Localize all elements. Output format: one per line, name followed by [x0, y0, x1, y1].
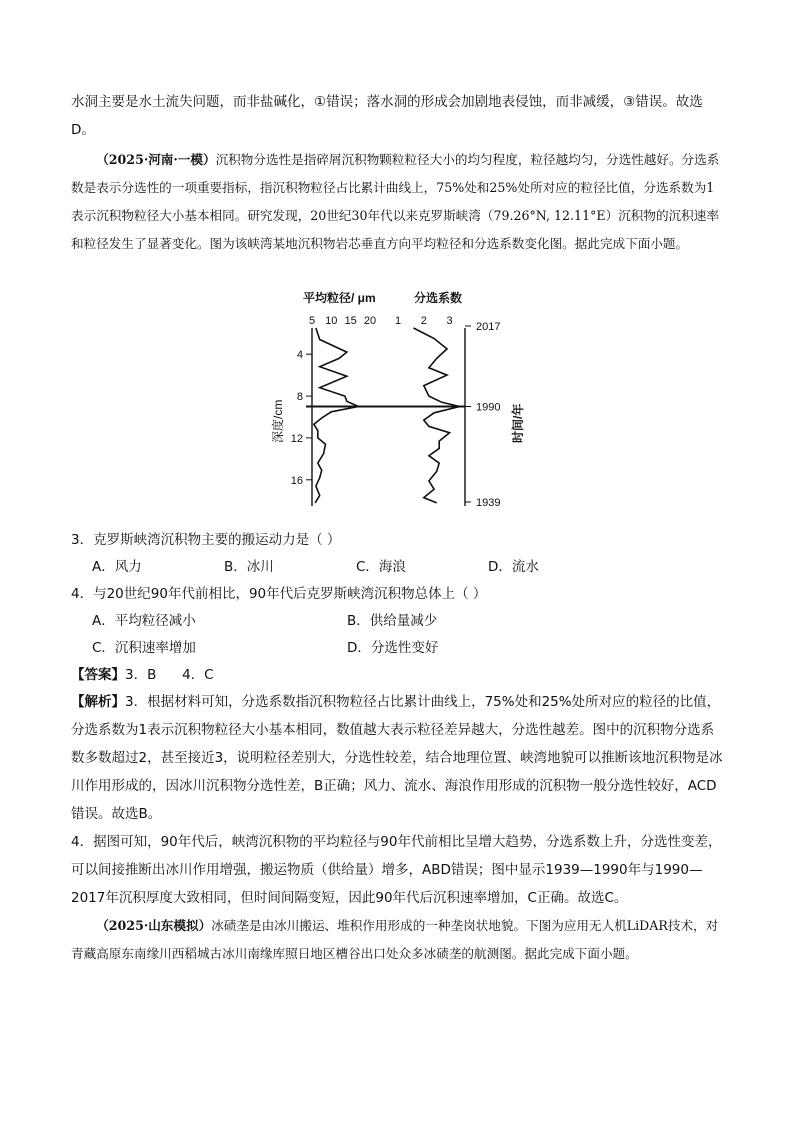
tick-label-left: 15	[344, 315, 357, 327]
time-label: 1990	[476, 401, 501, 414]
passage-intro-2	[71, 912, 726, 968]
sorting-coefficient-curve	[414, 328, 460, 503]
paragraph-previous-answer: 水洞主要是水土流失问题，而非盐碱化，①错误；落水洞的形成会加剧地表侵蚀，而非减缓，③错误。故选D。	[71, 94, 703, 138]
question-4-stem: 4．与20世纪90年代前相比，90年代后克罗斯峡湾沉积物总体上（ ）	[71, 586, 487, 602]
depth-tick-label: 8	[296, 391, 303, 404]
source-tag-2: （2025·山东模拟）	[96, 918, 212, 933]
time-label: 1939	[476, 497, 501, 509]
analysis-3	[71, 688, 726, 828]
time-label: 2017	[476, 321, 501, 333]
passage-intro-1	[71, 146, 726, 258]
tick-label-left: 10	[325, 315, 338, 327]
answer-text: 3．B 4．C	[125, 667, 214, 683]
passage-text: 沉积物分选性是指碎屑沉积物颗粒粒径大小的均匀程度，粒径越均匀，分选性越好。分选系数是表示分选性的一项重要指标，指沉积物粒径占比累计曲线上，75%处和25%处所对应的粒径比值，分选系数为1表示沉积物粒径大小基本相同。研究发现，20世纪30年代以来克罗斯峡湾（79.26°N, 12.11°E）沉积物的沉积速率和粒径发生了显著变化。图为该峡湾某地沉积物岩芯垂直方向平均粒径和分选系数变化图。据此完成下面小题。	[71, 152, 720, 251]
depth-tick-label: 4	[296, 349, 303, 362]
q3-option-d[interactable]: D．流水	[488, 559, 539, 575]
answer-label: 【答案】	[71, 667, 125, 683]
q3-option-c[interactable]: C．海浪	[356, 559, 406, 575]
analysis-label: 【解析】	[71, 694, 125, 710]
y-axis-right-label: 时间/年	[511, 403, 525, 443]
source-tag: （2025·河南·一模）	[96, 152, 216, 167]
q4-option-c[interactable]: C．沉积速率增加	[92, 640, 196, 656]
q3-option-b[interactable]: B．冰川	[224, 559, 274, 575]
depth-tick-label: 16	[290, 474, 303, 487]
mean-grain-size-curve	[314, 328, 359, 503]
q4-option-d[interactable]: D．分选性变好	[347, 640, 439, 656]
y-axis-label: 深度/cm	[271, 399, 285, 443]
chart-title-right: 分选系数	[414, 291, 463, 305]
tick-label-right: 2	[420, 315, 427, 327]
tick-label-right: 1	[394, 315, 402, 327]
analysis-4: 4．据图可知，90年代后，峡湾沉积物的平均粒径与90年代前相比呈增大趋势，分选系数上升，分选性变差，可以间接推断出冰川作用增强，搬运物质（供给量）增多，ABD错误；图中显示1939—1990年与1990—2017年沉积厚度大致相同，但时间间隔变短，因此90年代后沉积速率增加，C正确。故选C。	[71, 834, 722, 906]
passage-text-2: 冰碛垄是由冰川搬运、堆积作用形成的一种垄岗状地貌。下图为应用无人机LiDAR技术，对青藏高原东南缘川西稻城古冰川南缘库照日地区槽谷出口处众多冰碛垄的航测图。据此完成下面小题。	[71, 918, 719, 961]
depth-tick-label: 12	[290, 432, 303, 445]
sediment-chart	[262, 288, 532, 510]
q4-option-a[interactable]: A．平均粒径减小	[92, 613, 196, 629]
answer-line	[71, 661, 214, 689]
tick-label-right: 3	[446, 315, 453, 327]
chart-title-left: 平均粒径/ μm	[303, 291, 376, 305]
question-3-stem: 3．克罗斯峡湾沉积物主要的搬运动力是（ ）	[71, 532, 341, 548]
tick-label-left: 5	[308, 315, 316, 327]
analysis-3-text: 3．根据材料可知，分选系数指沉积物粒径占比累计曲线上，75%处和25%处所对应的粒径的比值，分选系数为1表示沉积物粒径大小基本相同，数值越大表示粒径差异越大，分选性越差。图中的沉积物分选系数多数超过2，甚至接近3，说明粒径差别大，分选性较差，结合地理位置、峡湾地貌可以推断该地沉积物是冰川作用形成的，因冰川沉积物分选性差，B正确；风力、流水、海浪作用形成的沉积物一般分选性较好，ACD错误。故选B。	[71, 694, 723, 822]
q3-option-a[interactable]: A．风力	[92, 559, 142, 575]
q4-option-b[interactable]: B．供给量减少	[347, 613, 438, 629]
tick-label-left: 20	[363, 315, 377, 327]
